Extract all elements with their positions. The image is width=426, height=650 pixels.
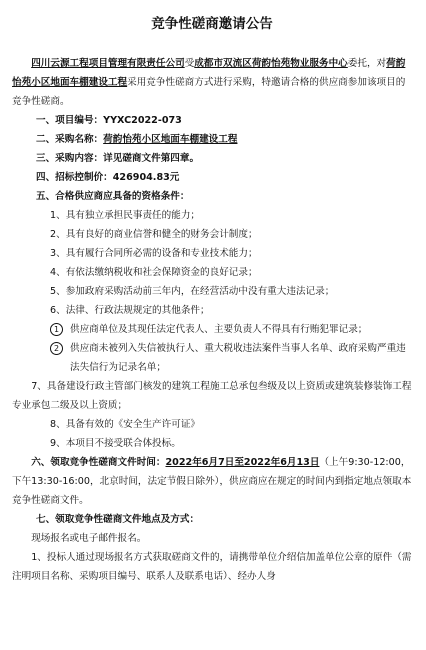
circled-number: 2 (50, 342, 63, 355)
section-qualifications: 五、合格供应商应具备的资格条件： (36, 191, 190, 202)
section-project-number: 一、项目编号：YYXC2022-073 (36, 115, 182, 126)
qualification-item: 3、具有履行合同所必需的设备和专业技术能力； (50, 248, 258, 259)
section-procurement-content: 三、采购内容：详见磋商文件第四章。 (36, 153, 200, 164)
registration-method: 现场报名或电子邮件报名。 (31, 533, 147, 544)
qualification-item: 4、有依法缴纳税收和社会保障资金的良好记录； (50, 267, 258, 278)
qualification-item: 1、具有独立承担民事责任的能力； (50, 210, 201, 221)
section-procurement-name: 二、采购名称：荷韵怡苑小区地面车棚建设工程 (36, 134, 238, 145)
agency-name: 四川云源工程项目管理有限责任公司 (31, 58, 185, 69)
qualification-item: 9、本项目不接受联合体投标。 (50, 438, 181, 449)
qualification-item: 6、法律、行政法规规定的其他条件； (50, 305, 210, 316)
document-date-range: 2022年6月7日至2022年6月13日 (165, 457, 320, 468)
project-name: 荷韵怡苑小区地面车棚建设工程 (12, 58, 406, 88)
page-title: 竞争性磋商邀请公告 (151, 16, 273, 32)
registration-instructions: 1、投标人通过现场报名方式获取磋商文件的，请携带单位介绍信加盖单位公章的原件（需注明项目名称、采购项目编号、联系人及联系电话）、经办人身 (12, 552, 412, 582)
client-name: 成都市双流区荷韵怡苑物业服务中心 (194, 58, 348, 69)
circled-item: 2 供应商未被列入失信被执行人、重大税收违法案件当事人名单、政府采购严重违法失信行为记录名单； (12, 339, 412, 377)
section-control-price: 四、招标控制价：426904.83元 (36, 172, 180, 183)
section-document-location: 七、领取竞争性磋商文件地点及方式： (36, 514, 200, 525)
qualification-item: 2、具有良好的商业信誉和健全的财务会计制度； (50, 229, 258, 240)
qualification-item: 7、具备建设行政主管部门核发的建筑工程施工总承包叁级及以上资质或建筑装修装饰工程专业承包二级及以上资质； (12, 381, 412, 411)
qualification-item: 8、具备有效的《安全生产许可证》 (50, 419, 201, 430)
circled-item: 1 供应商单位及其现任法定代表人、主要负责人不得具有行贿犯罪记录； (12, 320, 412, 339)
section-document-time: 六、领取竞争性磋商文件时间：2022年6月7日至2022年6月13日（上午9:30-12:00，下午13:30-16:00，北京时间，法定节假日除外），供应商应在规定的时间内到指定地点领取本竞争性磋商文件。 (12, 457, 412, 506)
intro-paragraph: 四川云源工程项目管理有限责任公司受成都市双流区荷韵怡苑物业服务中心委托，对荷韵怡苑小区地面车棚建设工程采用竞争性磋商方式进行采购，特邀请合格的供应商参加该项目的竞争性磋商。 (12, 58, 406, 107)
qualification-item: 5、参加政府采购活动前三年内，在经营活动中没有重大违法记录； (50, 286, 335, 297)
circled-number: 1 (50, 323, 63, 336)
